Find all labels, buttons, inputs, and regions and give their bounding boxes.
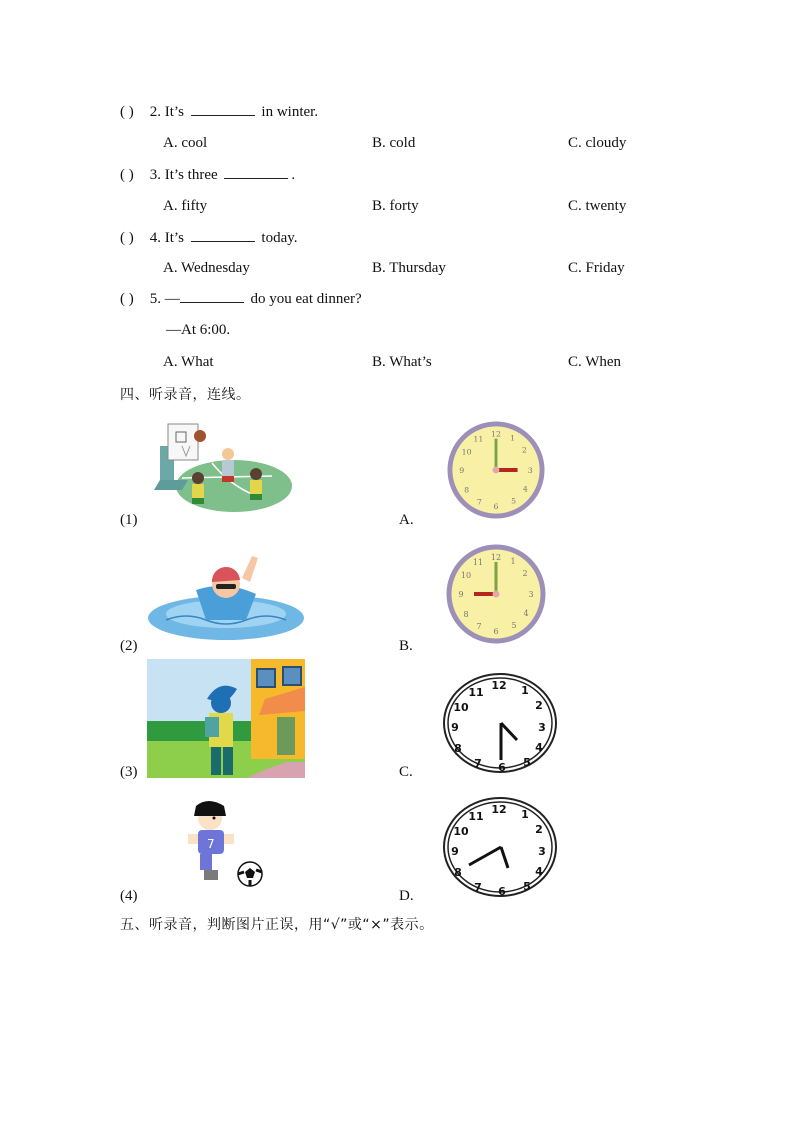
svg-text:6: 6 [493,627,499,636]
soccer-icon [178,798,270,890]
picture-label-1: (1) [120,512,138,528]
svg-text:4: 4 [535,865,543,878]
picture-label-4: (4) [120,888,138,904]
svg-text:12: 12 [490,553,502,562]
svg-text:9: 9 [451,721,459,734]
svg-text:8: 8 [454,866,462,879]
answer-paren[interactable]: ( ) [120,104,134,120]
question-2 [120,103,318,121]
question-number: 2. [149,104,161,120]
svg-text:2: 2 [535,699,543,712]
option-c: C. When [568,354,622,370]
clock-c-4-30[interactable] [441,671,559,775]
svg-text:10: 10 [461,447,472,457]
option-b: B. cold [372,135,416,151]
svg-text:9: 9 [459,465,465,475]
svg-text:9: 9 [458,590,464,599]
svg-text:2: 2 [522,569,528,578]
svg-text:9: 9 [451,845,459,858]
question-5 [120,290,362,308]
svg-text:5: 5 [523,756,531,769]
svg-text:7: 7 [474,881,482,894]
section-5-heading: 五、听录音，判断图片正误，用“√”或“×”表示。 [120,917,434,933]
option-b: B. forty [372,198,419,214]
question-number: 5. [149,291,161,307]
clock-icon [447,421,545,519]
clock-a-3-00[interactable] [447,421,545,519]
question-text-after: in winter. [261,104,319,120]
answer-blank[interactable] [180,290,244,303]
svg-text:3: 3 [538,721,546,734]
svg-text:11: 11 [468,810,484,823]
question-3 [120,166,295,184]
option-c: C. Friday [568,260,625,276]
clock-d-4-40[interactable] [441,795,559,899]
option-a: A. cool [163,135,208,151]
svg-text:6: 6 [493,502,499,512]
clock-icon [441,795,559,899]
basketball-scene-image[interactable] [152,418,292,520]
svg-text:7: 7 [476,622,482,631]
svg-text:7: 7 [207,837,215,851]
svg-text:1: 1 [510,433,516,443]
clock-icon [441,671,559,775]
section-4-heading: 四、听录音，连线。 [120,387,251,403]
svg-text:2: 2 [535,823,543,836]
question-text-after: do you eat dinner? [250,291,362,307]
svg-text:2: 2 [521,445,527,455]
answer-line: —At 6:00. [166,322,231,338]
school-icon [147,659,305,778]
svg-text:3: 3 [528,590,534,599]
clock-icon [446,544,546,644]
answer-paren[interactable]: ( ) [120,291,134,307]
question-text-before: It’s [164,104,184,120]
option-c: C. cloudy [568,135,627,151]
question-text-after: . [291,167,296,183]
svg-text:5: 5 [511,621,517,630]
svg-text:3: 3 [527,465,533,475]
clock-label-b: B. [399,638,413,654]
svg-text:6: 6 [498,885,506,898]
svg-text:8: 8 [463,610,469,619]
svg-text:8: 8 [454,742,462,755]
svg-text:4: 4 [522,484,528,494]
svg-text:8: 8 [464,485,470,495]
svg-text:6: 6 [498,761,506,774]
svg-text:12: 12 [491,679,507,692]
swimming-icon [146,550,306,642]
question-number: 4. [149,230,161,246]
answer-blank[interactable] [191,229,255,242]
svg-text:10: 10 [460,571,472,580]
question-text-before: — [164,291,180,307]
question-text-before: It’s three [164,167,218,183]
go-to-school-scene-image[interactable] [147,659,305,778]
swimming-scene-image[interactable] [146,550,306,642]
svg-text:12: 12 [491,429,501,439]
svg-text:10: 10 [453,825,469,838]
answer-blank[interactable] [191,103,255,116]
svg-text:11: 11 [468,686,484,699]
svg-text:1: 1 [521,808,529,821]
svg-text:3: 3 [538,845,546,858]
svg-text:11: 11 [472,558,484,567]
option-c: C. twenty [568,198,627,214]
option-b: B. Thursday [372,260,446,276]
svg-text:7: 7 [474,757,482,770]
svg-text:1: 1 [510,557,516,566]
clock-label-a: A. [399,512,414,528]
basketball-icon [152,418,292,520]
svg-text:4: 4 [535,741,543,754]
clock-label-c: C. [399,764,413,780]
picture-label-2: (2) [120,638,138,654]
svg-text:12: 12 [491,803,507,816]
svg-text:7: 7 [476,497,482,507]
soccer-scene-image[interactable] [178,798,270,890]
question-4 [120,229,298,247]
svg-text:10: 10 [453,701,469,714]
svg-text:11: 11 [473,434,484,444]
option-b: B. What’s [372,354,432,370]
question-number: 3. [149,167,161,183]
option-a: A. What [163,354,214,370]
svg-text:5: 5 [511,496,517,506]
picture-label-3: (3) [120,764,138,780]
svg-text:4: 4 [523,609,529,618]
clock-label-d: D. [399,888,414,904]
answer-blank[interactable] [224,166,288,179]
question-text-before: It’s [164,230,184,246]
clock-b-9-00[interactable] [446,544,546,644]
answer-paren[interactable]: ( ) [120,167,134,183]
answer-paren[interactable]: ( ) [120,230,134,246]
question-text-after: today. [261,230,298,246]
option-a: A. fifty [163,198,208,214]
svg-text:5: 5 [523,880,531,893]
option-a: A. Wednesday [163,260,250,276]
svg-text:1: 1 [521,684,529,697]
